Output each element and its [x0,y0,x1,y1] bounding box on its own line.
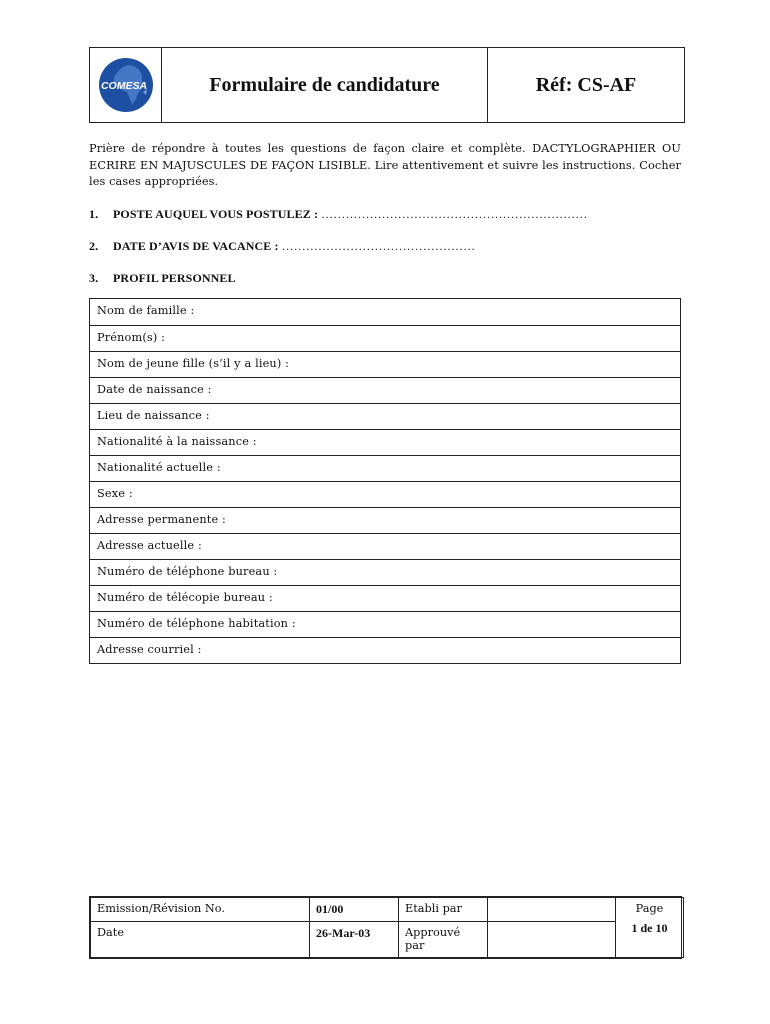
field-date-naissance[interactable]: Date de naissance : [90,377,680,403]
page-cell [616,898,684,958]
fill-in-line[interactable]: ………………………………………………………… [321,207,588,221]
etabli-label: Etabli par [399,898,488,922]
section-number: 1. [89,207,99,221]
logo-text: COMESA [100,80,147,92]
approuve-signature[interactable] [488,922,616,958]
field-telecopie-bureau[interactable]: Numéro de télécopie bureau : [90,585,680,611]
comesa-logo [97,56,155,114]
section-number: 2. [89,239,99,253]
field-nom-jeune-fille[interactable]: Nom de jeune fille (s’il y a lieu) : [90,351,680,377]
field-sexe[interactable]: Sexe : [90,481,680,507]
field-nationalite-naissance[interactable]: Nationalité à la naissance : [90,429,680,455]
emission-value: 01/00 [310,898,399,922]
section-date-avis [89,239,475,254]
etabli-signature[interactable] [488,898,616,922]
page-label: Page [635,902,664,915]
document-control-footer [89,896,682,959]
form-reference: Réf: CS-AF [535,73,637,96]
field-adresse-permanente[interactable]: Adresse permanente : [90,507,680,533]
section-number: 3. [89,271,99,285]
field-nom-de-famille[interactable]: Nom de famille : [97,304,195,317]
field-telephone-habitation[interactable]: Numéro de téléphone habitation : [90,611,680,637]
section-poste [89,207,587,222]
emission-label: Emission/Révision No. [91,898,310,922]
section-label: POSTE AUQUEL VOUS POSTULEZ : [113,207,319,221]
field-telephone-bureau[interactable]: Numéro de téléphone bureau : [90,559,680,585]
date-label: Date [91,922,310,958]
fill-in-line[interactable]: ………………………………………… [281,239,476,253]
approuve-label: Approuvé par [399,922,488,958]
date-value: 26-Mar-03 [310,922,399,958]
field-prenoms[interactable]: Prénom(s) : [90,325,680,351]
section-profil [89,271,236,286]
field-adresse-actuelle[interactable]: Adresse actuelle : [90,533,680,559]
form-title: Formulaire de candidature [162,48,488,122]
field-adresse-courriel[interactable]: Adresse courriel : [90,637,680,663]
section-label: PROFIL PERSONNEL [113,271,236,285]
logo-cell [90,48,162,122]
instructions-paragraph: Prière de répondre à toutes les questions de façon claire et complète. DACTYLOGRAPHIER OU ECRIRE EN MAJUSCULES DE FAÇON LISIBLE. Lire attentivement et suivre les instructions. Cocher les cases appropriées. [89,142,681,188]
field-nationalite-actuelle[interactable]: Nationalité actuelle : [90,455,680,481]
field-lieu-naissance[interactable]: Lieu de naissance : [90,403,680,429]
section-label: DATE D’AVIS DE VACANCE : [113,239,279,253]
page-value: 1 de 10 [631,921,668,935]
personal-profile-table [89,298,681,664]
form-header [89,47,685,123]
